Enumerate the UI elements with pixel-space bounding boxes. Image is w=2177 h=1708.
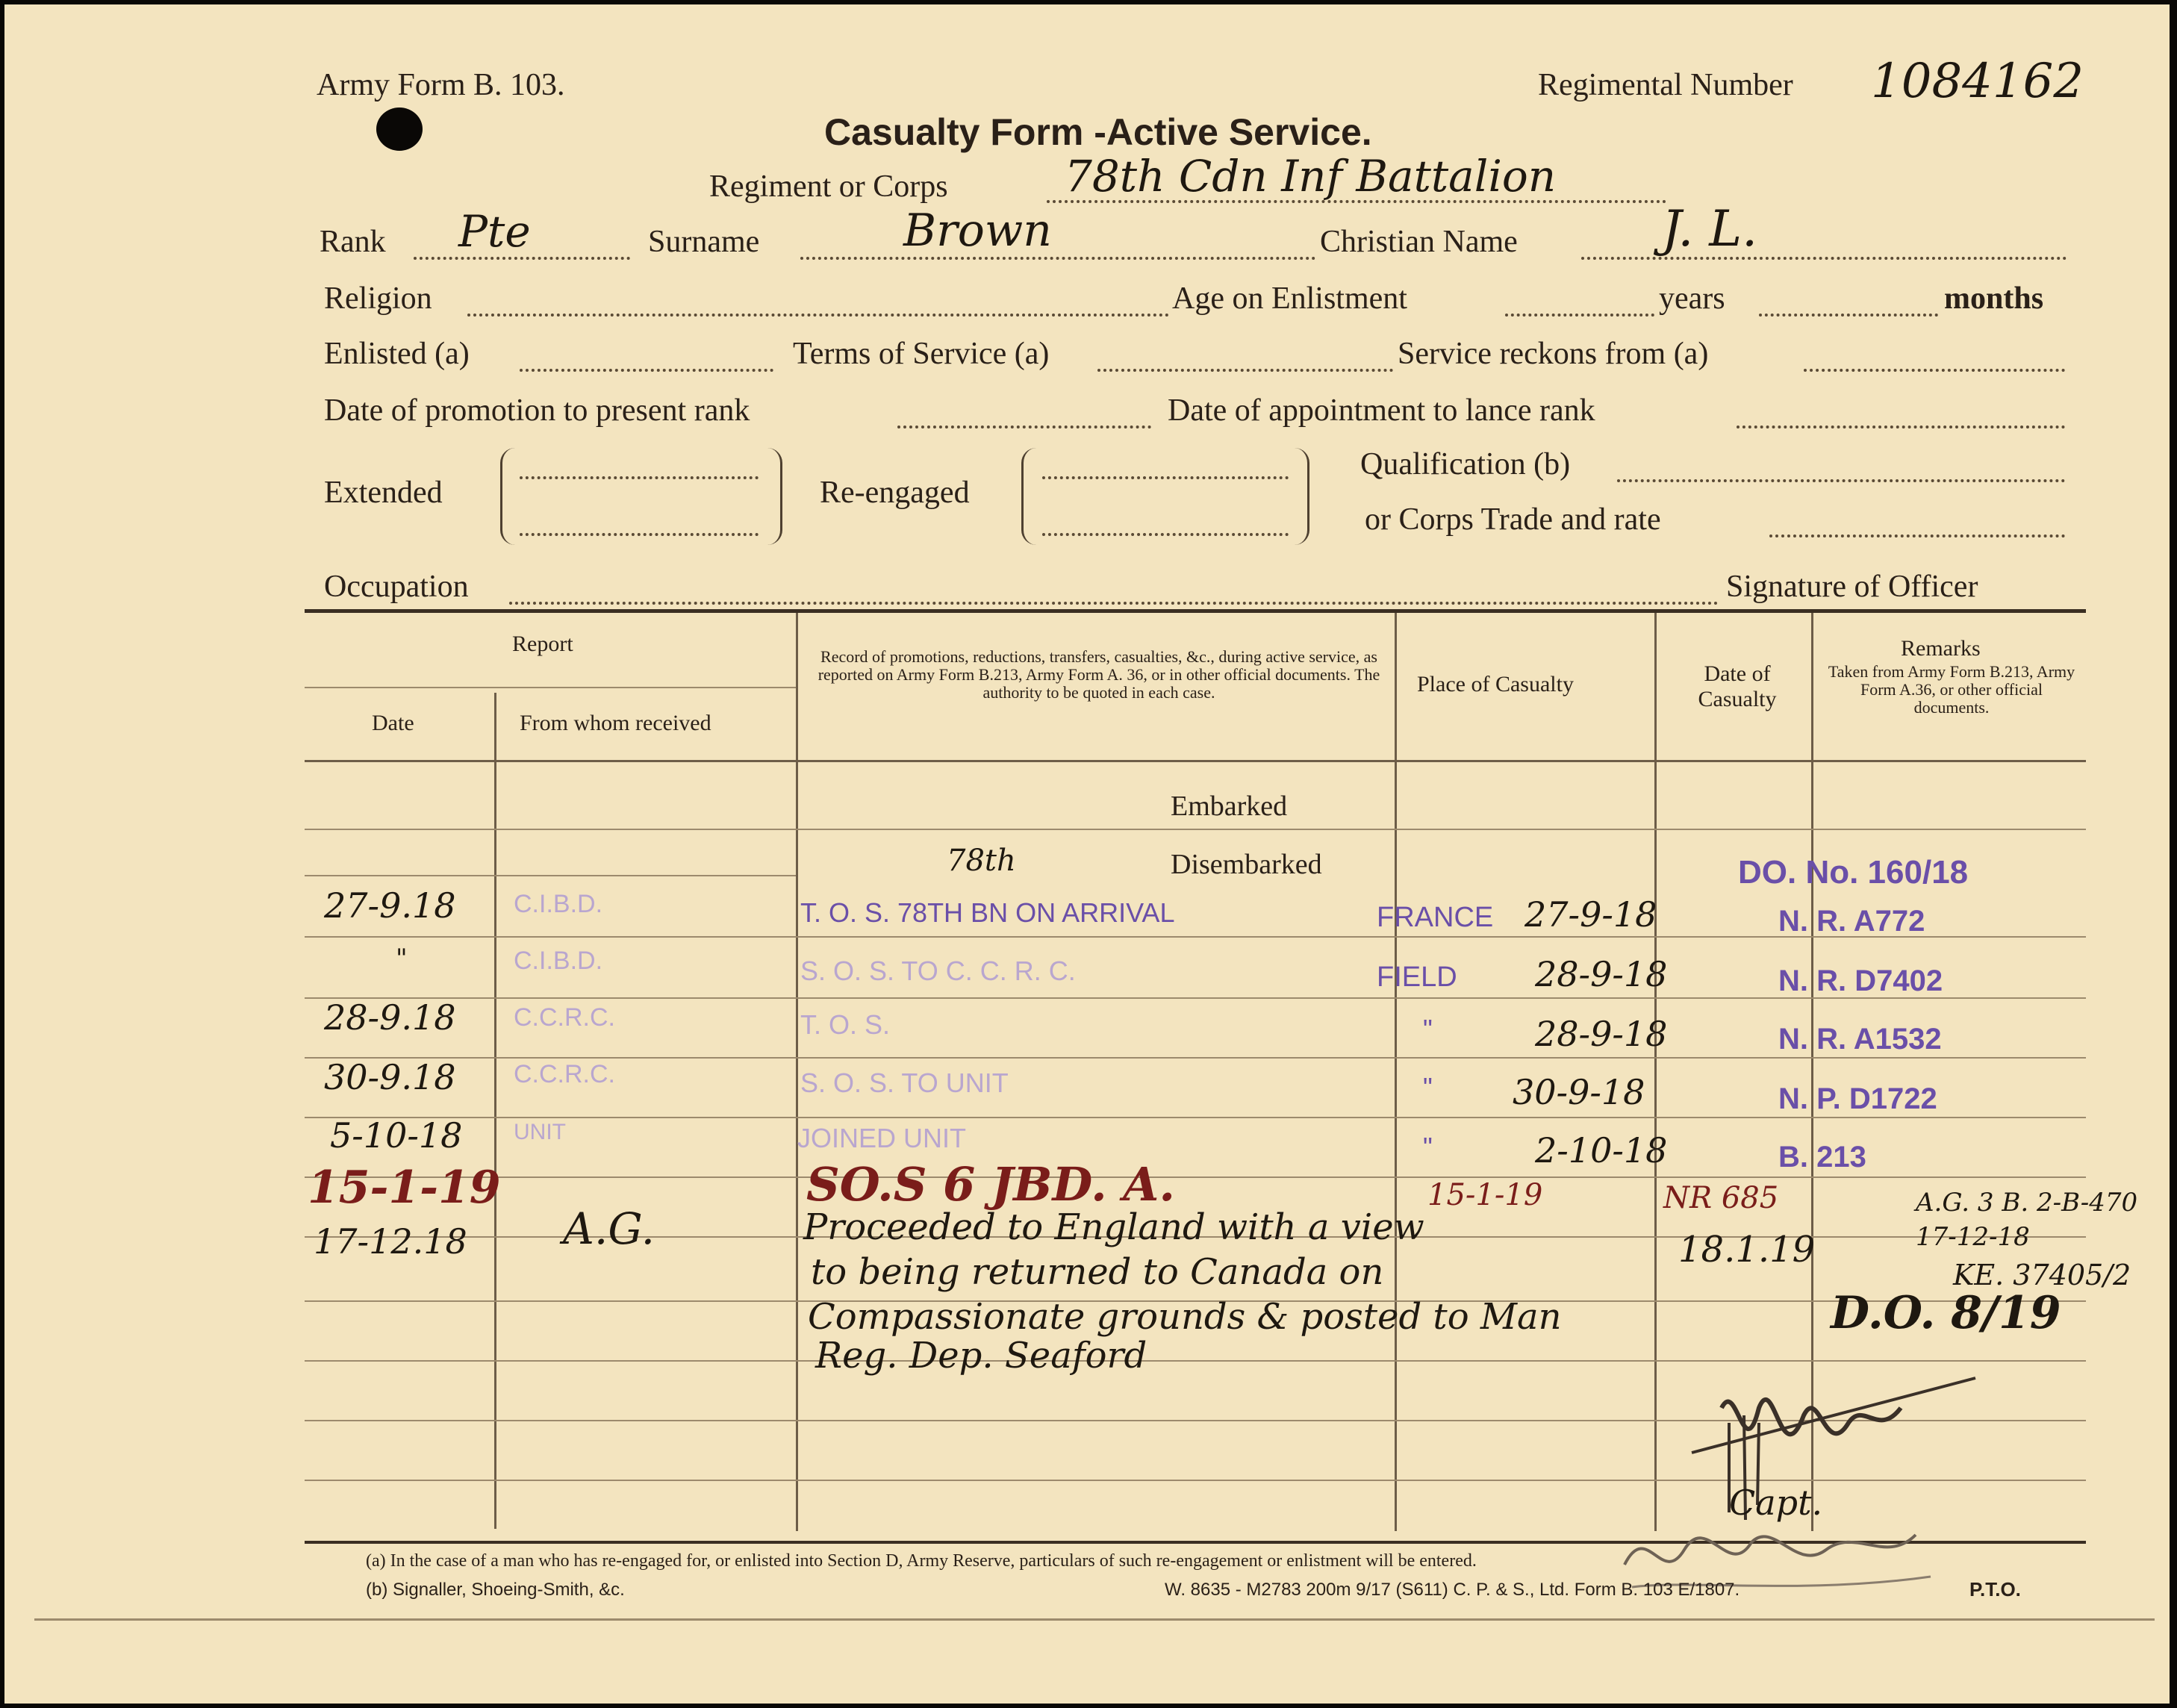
row-record: Proceeded to England with a view [803, 1206, 1424, 1248]
punch-hole [376, 107, 423, 151]
row-date: 17-12.18 [314, 1221, 467, 1262]
extended-label: Extended [324, 476, 443, 510]
row-record: JOINED UNIT [797, 1123, 967, 1153]
row-from: C.I.B.D. [514, 947, 603, 975]
row-record: T. O. S. [800, 1009, 891, 1040]
casualty-form-page [4, 4, 2170, 1704]
place-header: Place of Casualty [1417, 672, 1574, 696]
row-date: " [396, 944, 408, 973]
christian-name-label: Christian Name [1320, 225, 1518, 259]
row-date: 30-9.18 [324, 1057, 456, 1097]
row-place: " [1423, 1132, 1433, 1162]
row-remarks: N. R. A772 [1778, 905, 1925, 938]
promotion-label: Date of promotion to present rank [324, 393, 750, 428]
terms-label: Terms of Service (a) [793, 337, 1050, 371]
row-date: 15-1-19 [308, 1162, 501, 1214]
row-from: C.I.B.D. [514, 890, 603, 918]
reckons-label: Service reckons from (a) [1398, 337, 1709, 371]
row-casualty-date: 2-10-18 [1535, 1130, 1668, 1171]
row-place: FRANCE [1377, 902, 1494, 933]
fold-line [34, 1618, 2155, 1621]
reengaged-label: Re-engaged [820, 476, 970, 510]
row-record: S. O. S. TO C. C. R. C. [800, 956, 1076, 986]
report-header: Report [512, 632, 573, 656]
from-header: From whom received [520, 711, 711, 735]
row-record: T. O. S. 78TH BN ON ARRIVAL [800, 897, 1175, 928]
do-number-stamp: DO. No. 160/18 [1738, 854, 1969, 891]
christian-name-value: J. L. [1662, 200, 1758, 258]
row-place: 15-1-19 [1427, 1178, 1543, 1212]
row-record: Compassionate grounds & posted to Man [808, 1296, 1562, 1338]
signature-rank: Capt. [1729, 1483, 1823, 1523]
row-from: C.C.R.C. [514, 1060, 615, 1088]
row-place: " [1423, 1072, 1433, 1103]
row-date: 5-10-18 [330, 1115, 463, 1156]
row-date: 28-9.18 [324, 997, 456, 1038]
row-record: to being returned to Canada on [811, 1251, 1384, 1293]
lance-label: Date of appointment to lance rank [1168, 393, 1595, 428]
enlisted-label: Enlisted (a) [324, 337, 470, 371]
remarks-header: Remarks [1901, 636, 1981, 661]
row-casualty-date: 27-9-18 [1524, 894, 1657, 935]
print-code: W. 8635 - M2783 200m 9/17 (S611) C. P. & S., Ltd. Form B. 103 E/1807. [1165, 1580, 1740, 1600]
row-remarks: N. R. A1532 [1778, 1023, 1942, 1056]
surname-label: Surname [648, 225, 760, 259]
row-remarks: A.G. 3 B. 2-B-470 17-12-18 [1916, 1188, 2138, 1252]
row-from: UNIT [514, 1120, 566, 1144]
row-casualty-date: 18.1.19 [1678, 1229, 1816, 1271]
footnote-b: (b) Signaller, Shoeing-Smith, &c. [366, 1580, 625, 1600]
row-casualty-date: 28-9-18 [1535, 954, 1668, 994]
record-header: Record of promotions, reductions, transfers, casualties, &c., during active service, as reported on Army Form B.213, Army Form A. 36, or in other official documents. The authority to be quoted in each case. [817, 647, 1380, 702]
religion-label: Religion [324, 281, 432, 316]
row-remarks: B. 213 [1778, 1141, 1866, 1174]
row-record: S. O. S. TO UNIT [800, 1068, 1009, 1098]
page-title: Casualty Form -Active Service. [824, 111, 1372, 153]
rank-label: Rank [320, 225, 386, 259]
date-header: Date [372, 711, 414, 735]
corps-trade-label: or Corps Trade and rate [1365, 502, 1661, 537]
form-id: Army Form B. 103. [317, 68, 565, 102]
handwritten-78th: 78th [947, 844, 1016, 878]
embarked-label: Embarked [1171, 791, 1288, 822]
row-casualty-date: 28-9-18 [1535, 1014, 1668, 1054]
qualification-label: Qualification (b) [1360, 447, 1571, 481]
row-remarks: N. R. D7402 [1778, 964, 1943, 997]
rank-value: Pte [458, 206, 531, 257]
pto-label: P.T.O. [1969, 1578, 2021, 1601]
row-place: " [1423, 1014, 1433, 1044]
occupation-label: Occupation [324, 570, 469, 604]
disembarked-label: Disembarked [1171, 849, 1322, 880]
table-top-rule [305, 609, 2086, 613]
row-from: A.G. [563, 1203, 655, 1254]
signature-label: Signature of Officer [1726, 570, 1978, 604]
row-from: C.C.R.C. [514, 1003, 615, 1032]
age-label: Age on Enlistment [1172, 281, 1407, 316]
row-casualty-date: 30-9-18 [1513, 1072, 1645, 1112]
row-place: FIELD [1377, 961, 1457, 993]
years-label: years [1659, 281, 1725, 316]
date-of-casualty-header: Date of Casualty [1698, 661, 1777, 711]
row-record: SO.S 6 JBD. A. [806, 1157, 1175, 1212]
row-record: Reg. Dep. Seaford [815, 1335, 1147, 1377]
regiment-label: Regiment or Corps [709, 169, 948, 204]
regimental-number-label: Regimental Number [1538, 68, 1793, 102]
row-date: 27-9.18 [324, 885, 456, 926]
regiment-value: 78th Cdn Inf Battalion [1065, 151, 1557, 202]
row-remarks: N. P. D1722 [1778, 1082, 1937, 1115]
row-remarks: D.O. 8/19 [1831, 1287, 2061, 1339]
row-remarks: KE. 37405/2 [1953, 1259, 2131, 1291]
footnote-a: (a) In the case of a man who has re-engaged for, or enlisted into Section D, Army Reserve, particulars of such re-engagement or enlistment will be entered. [366, 1551, 1477, 1571]
surname-value: Brown [903, 205, 1052, 257]
remarks-subheader: Taken from Army Form B.213, Army Form A.36, or other official documents. [1828, 662, 2075, 717]
regimental-number-value: 1084162 [1871, 54, 2084, 109]
months-label: months [1944, 281, 2044, 316]
row-casualty-date: NR 685 [1663, 1181, 1779, 1215]
